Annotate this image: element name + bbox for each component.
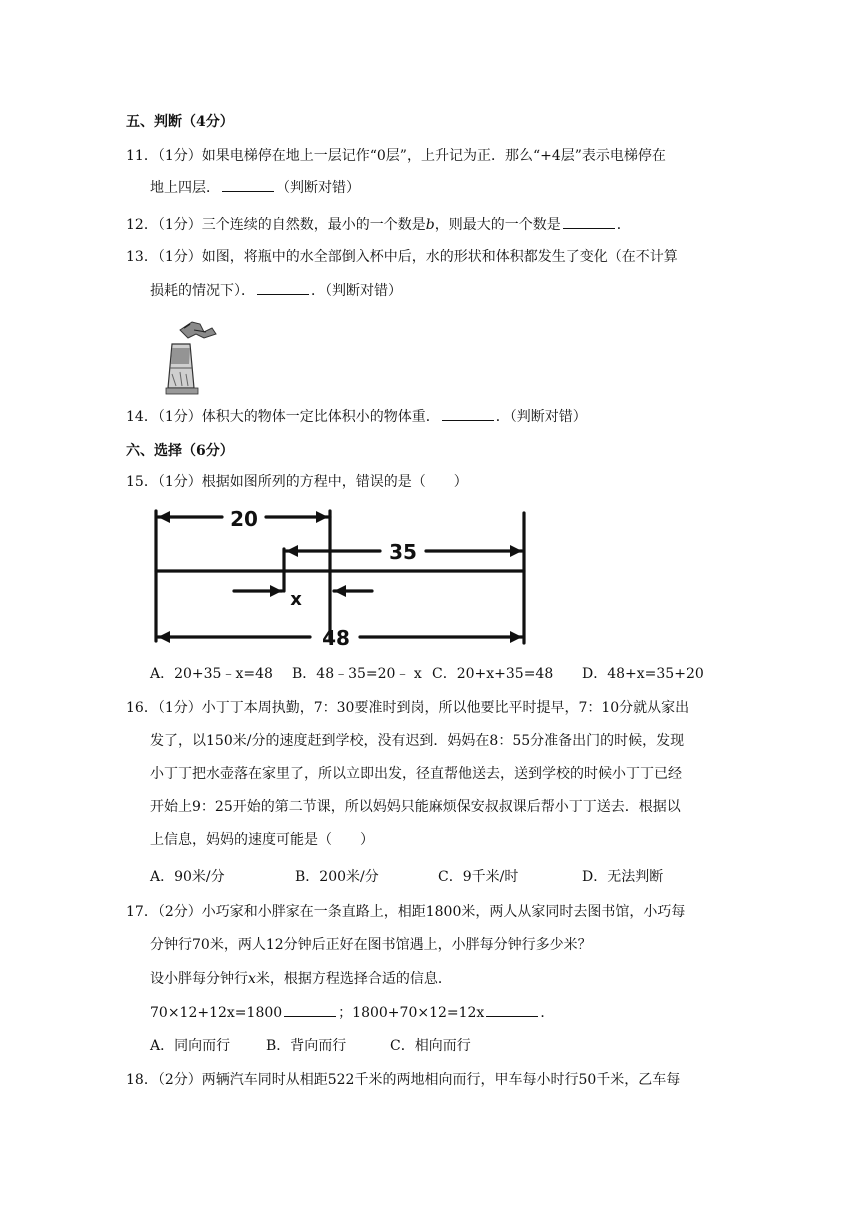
q11-answer-blank[interactable] xyxy=(222,177,274,192)
q17-option-b[interactable]: B．背向而行 xyxy=(266,1038,347,1054)
q17-line-1: 17．（2分）小巧家和小胖家在一条直路上，相距1800米，两人从家同时去图书馆，小巧每 xyxy=(126,904,686,920)
q17-line-2: 分钟行70米，两人12分钟后正好在图书馆遇上，小胖每分钟行多少米？ xyxy=(150,937,592,953)
q14-text-b: ．（判断对错） xyxy=(495,409,587,425)
q17-line-3 xyxy=(150,969,452,989)
section-six-title: 六、选择（6分） xyxy=(126,443,234,459)
q17-line-4 xyxy=(150,1002,554,1023)
q17-options xyxy=(150,1036,471,1056)
q16-line-1: 16．（1分）小丁丁本周执勤，7：30要准时到岗，所以他要比平时提早，7：10分就从家出 xyxy=(126,700,690,716)
q16-option-b[interactable]: B．200米/分 xyxy=(295,869,379,885)
q17-text-a: 设小胖每分钟行 xyxy=(150,971,248,987)
q17-blank-1[interactable] xyxy=(284,1002,336,1017)
q14-line xyxy=(126,406,587,427)
q15-option-a[interactable]: A．20+35﹣x=48 xyxy=(150,666,273,682)
q15-options xyxy=(150,664,704,684)
q16-line-3: 小丁丁把水壶落在家里了，所以立即出发，径直帮他送去，送到学校的时候小丁丁已经 xyxy=(150,766,682,782)
q13-text-a: 损耗的情况下）． xyxy=(150,283,255,299)
cup-icon xyxy=(166,344,198,394)
q16-line-4: 开始上9：25开始的第二节课，所以妈妈只能麻烦保安叔叔课后帮小丁丁送去．根据以 xyxy=(150,799,681,815)
q13-line-2 xyxy=(150,280,402,301)
section-five-title: 五、判断（4分） xyxy=(126,114,234,130)
q13-line-1: 13．（1分）如图，将瓶中的水全部倒入杯中后，水的形状和体积都发生了变化（在不计算 xyxy=(126,249,678,265)
q18-line-1: 18．（2分）两辆汽车同时从相距522千米的两地相向而行，甲车每小时行50千米，乙车每 xyxy=(126,1072,681,1088)
q12-text-end: ． xyxy=(616,217,631,233)
bottle-cup-picture xyxy=(160,318,220,398)
q11-text-a: 地上四层． xyxy=(150,180,220,196)
q15-option-d[interactable]: D．48+x=35+20 xyxy=(582,666,704,682)
q16-line-2: 发了，以150米/分的速度赶到学校，没有迟到．妈妈在8：55分准备出门的时候，发现 xyxy=(150,733,685,749)
q12-text-b: ，则最大的一个数是 xyxy=(434,217,561,233)
q17-option-a[interactable]: A．同向而行 xyxy=(150,1038,231,1054)
q13-answer-blank[interactable] xyxy=(257,280,309,295)
q17-variable: x xyxy=(248,971,256,987)
q14-answer-blank[interactable] xyxy=(442,406,494,421)
q16-option-c[interactable]: C．9千米/时 xyxy=(438,869,519,885)
q11-line-1: 11．（1分）如果电梯停在地上一层记作“0层”，上升记为正．那么“+4层”表示电梯停在 xyxy=(126,148,666,164)
label-48: 48 xyxy=(322,626,350,650)
q12-line xyxy=(126,214,631,235)
q11-line-2 xyxy=(150,177,360,198)
q17-equation-1: 70×12+12x=1800 xyxy=(150,1005,283,1021)
q17-option-c[interactable]: C．相向而行 xyxy=(390,1038,471,1054)
q15-option-c[interactable]: C．20+x+35=48 xyxy=(432,666,554,682)
q17-blank-2[interactable] xyxy=(486,1002,538,1017)
q15-line: 15．（1分）根据如图所列的方程中，错误的是（ ） xyxy=(126,474,468,490)
q12-variable: b xyxy=(425,217,435,233)
q16-options xyxy=(150,867,663,887)
label-20: 20 xyxy=(230,507,258,531)
q14-text-a: 14．（1分）体积大的物体一定比体积小的物体重． xyxy=(126,409,440,425)
q11-text-b: （判断对错） xyxy=(276,180,360,196)
q17-end: ． xyxy=(540,1005,555,1021)
q17-equation-2: ；1800+70×12=12x xyxy=(338,1005,485,1021)
q12-text-a: 12．（1分）三个连续的自然数，最小的一个数是 xyxy=(126,217,426,233)
label-x: x xyxy=(290,589,302,610)
q16-line-5: 上信息，妈妈的速度可能是（ ） xyxy=(150,832,374,848)
q16-option-a[interactable]: A．90米/分 xyxy=(150,869,225,885)
q13-text-b: ．（判断对错） xyxy=(311,283,402,299)
bottle-icon xyxy=(180,322,216,338)
q15-segment-diagram xyxy=(150,505,535,650)
q12-answer-blank[interactable] xyxy=(563,214,615,229)
q16-option-d[interactable]: D．无法判断 xyxy=(582,869,664,885)
q15-option-b[interactable]: B．48﹣35=20﹣ x xyxy=(292,666,422,682)
q17-text-b: 米，根据方程选择合适的信息． xyxy=(255,971,452,987)
label-35: 35 xyxy=(389,540,417,564)
